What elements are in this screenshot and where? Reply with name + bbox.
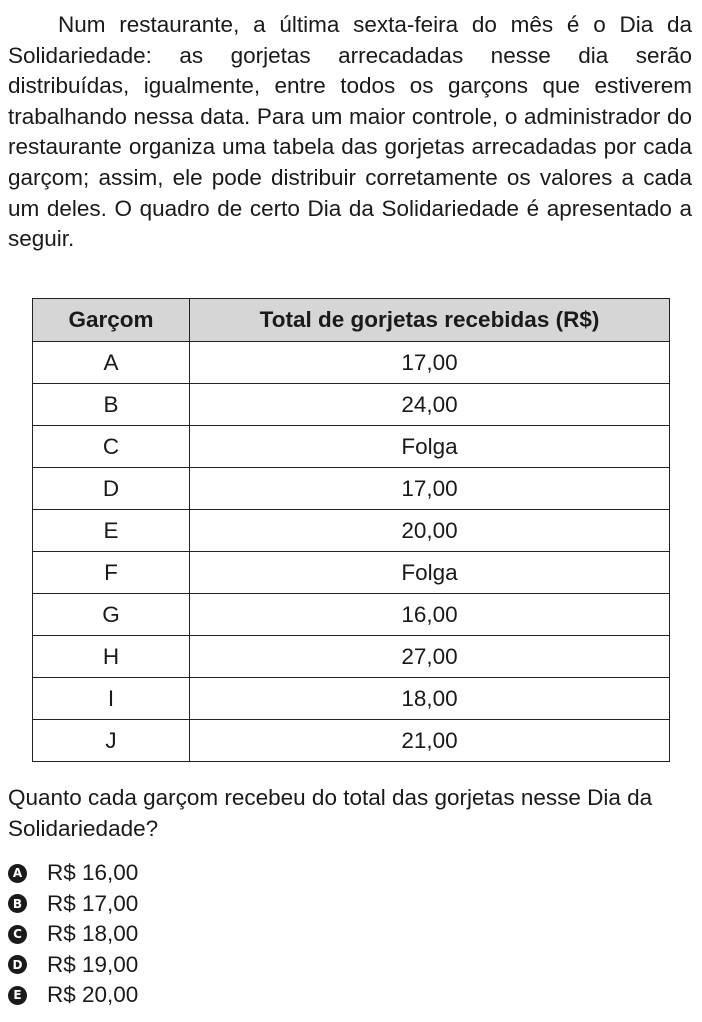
option-c[interactable]	[8, 919, 138, 950]
table-row	[33, 342, 670, 384]
cell-tips: 18,00	[190, 678, 670, 720]
cell-tips: 24,00	[190, 384, 670, 426]
cell-tips: Folga	[190, 426, 670, 468]
cell-tips: 16,00	[190, 594, 670, 636]
option-text: R$ 17,00	[47, 890, 139, 916]
cell-tips: 17,00	[190, 342, 670, 384]
option-letter-badge: E	[8, 986, 27, 1005]
option-text: R$ 18,00	[47, 921, 139, 947]
option-text: R$ 19,00	[47, 951, 139, 977]
cell-waiter: F	[33, 552, 190, 594]
cell-tips: 17,00	[190, 468, 670, 510]
cell-waiter: B	[33, 384, 190, 426]
cell-waiter: D	[33, 468, 190, 510]
option-d[interactable]	[8, 950, 138, 981]
table-row	[33, 636, 670, 678]
cell-tips: 27,00	[190, 636, 670, 678]
cell-tips: 21,00	[190, 720, 670, 762]
option-e[interactable]	[8, 980, 138, 1011]
table-row	[33, 594, 670, 636]
option-letter-badge: C	[8, 925, 27, 944]
table-row	[33, 468, 670, 510]
cell-tips: Folga	[190, 552, 670, 594]
cell-waiter: A	[33, 342, 190, 384]
cell-waiter: C	[33, 426, 190, 468]
table-header-row	[33, 299, 670, 342]
option-letter-badge: B	[8, 894, 27, 913]
option-letter-badge: A	[8, 864, 27, 883]
header-total-tips: Total de gorjetas recebidas (R$)	[190, 299, 670, 342]
tips-table-container	[32, 298, 669, 762]
table-row	[33, 426, 670, 468]
tips-table	[32, 298, 670, 762]
option-a[interactable]	[8, 858, 138, 889]
cell-tips: 20,00	[190, 510, 670, 552]
cell-waiter: H	[33, 636, 190, 678]
table-body	[33, 342, 670, 762]
cell-waiter: I	[33, 678, 190, 720]
option-text: R$ 16,00	[47, 860, 139, 886]
cell-waiter: G	[33, 594, 190, 636]
table-row	[33, 678, 670, 720]
answer-options	[8, 858, 138, 1011]
question-prompt: Quanto cada garçom recebeu do total das gorjetas nesse Dia da Solidariedade?	[8, 785, 653, 841]
table-row	[33, 552, 670, 594]
header-waiter: Garçom	[33, 299, 190, 342]
cell-waiter: J	[33, 720, 190, 762]
option-text: R$ 20,00	[47, 982, 139, 1008]
question-stem: Num restaurante, a última sexta-feira do mês é o Dia da Solidariedade: as gorjetas arrecadadas nesse dia serão distribuídas, igualmente, entre todos os garçons que estiverem trabalhando nessa data. Para um maior controle, o administrador do restaurante organiza uma tabela das gorjetas arrecadadas por cada garçom; assim, ele pode distribuir corretamente os valores a cada um deles. O quadro de certo Dia da Solidariedade é apresentado a seguir.	[8, 12, 692, 252]
option-b[interactable]	[8, 889, 138, 920]
table-row	[33, 720, 670, 762]
table-row	[33, 510, 670, 552]
cell-waiter: E	[33, 510, 190, 552]
option-letter-badge: D	[8, 955, 27, 974]
table-row	[33, 384, 670, 426]
